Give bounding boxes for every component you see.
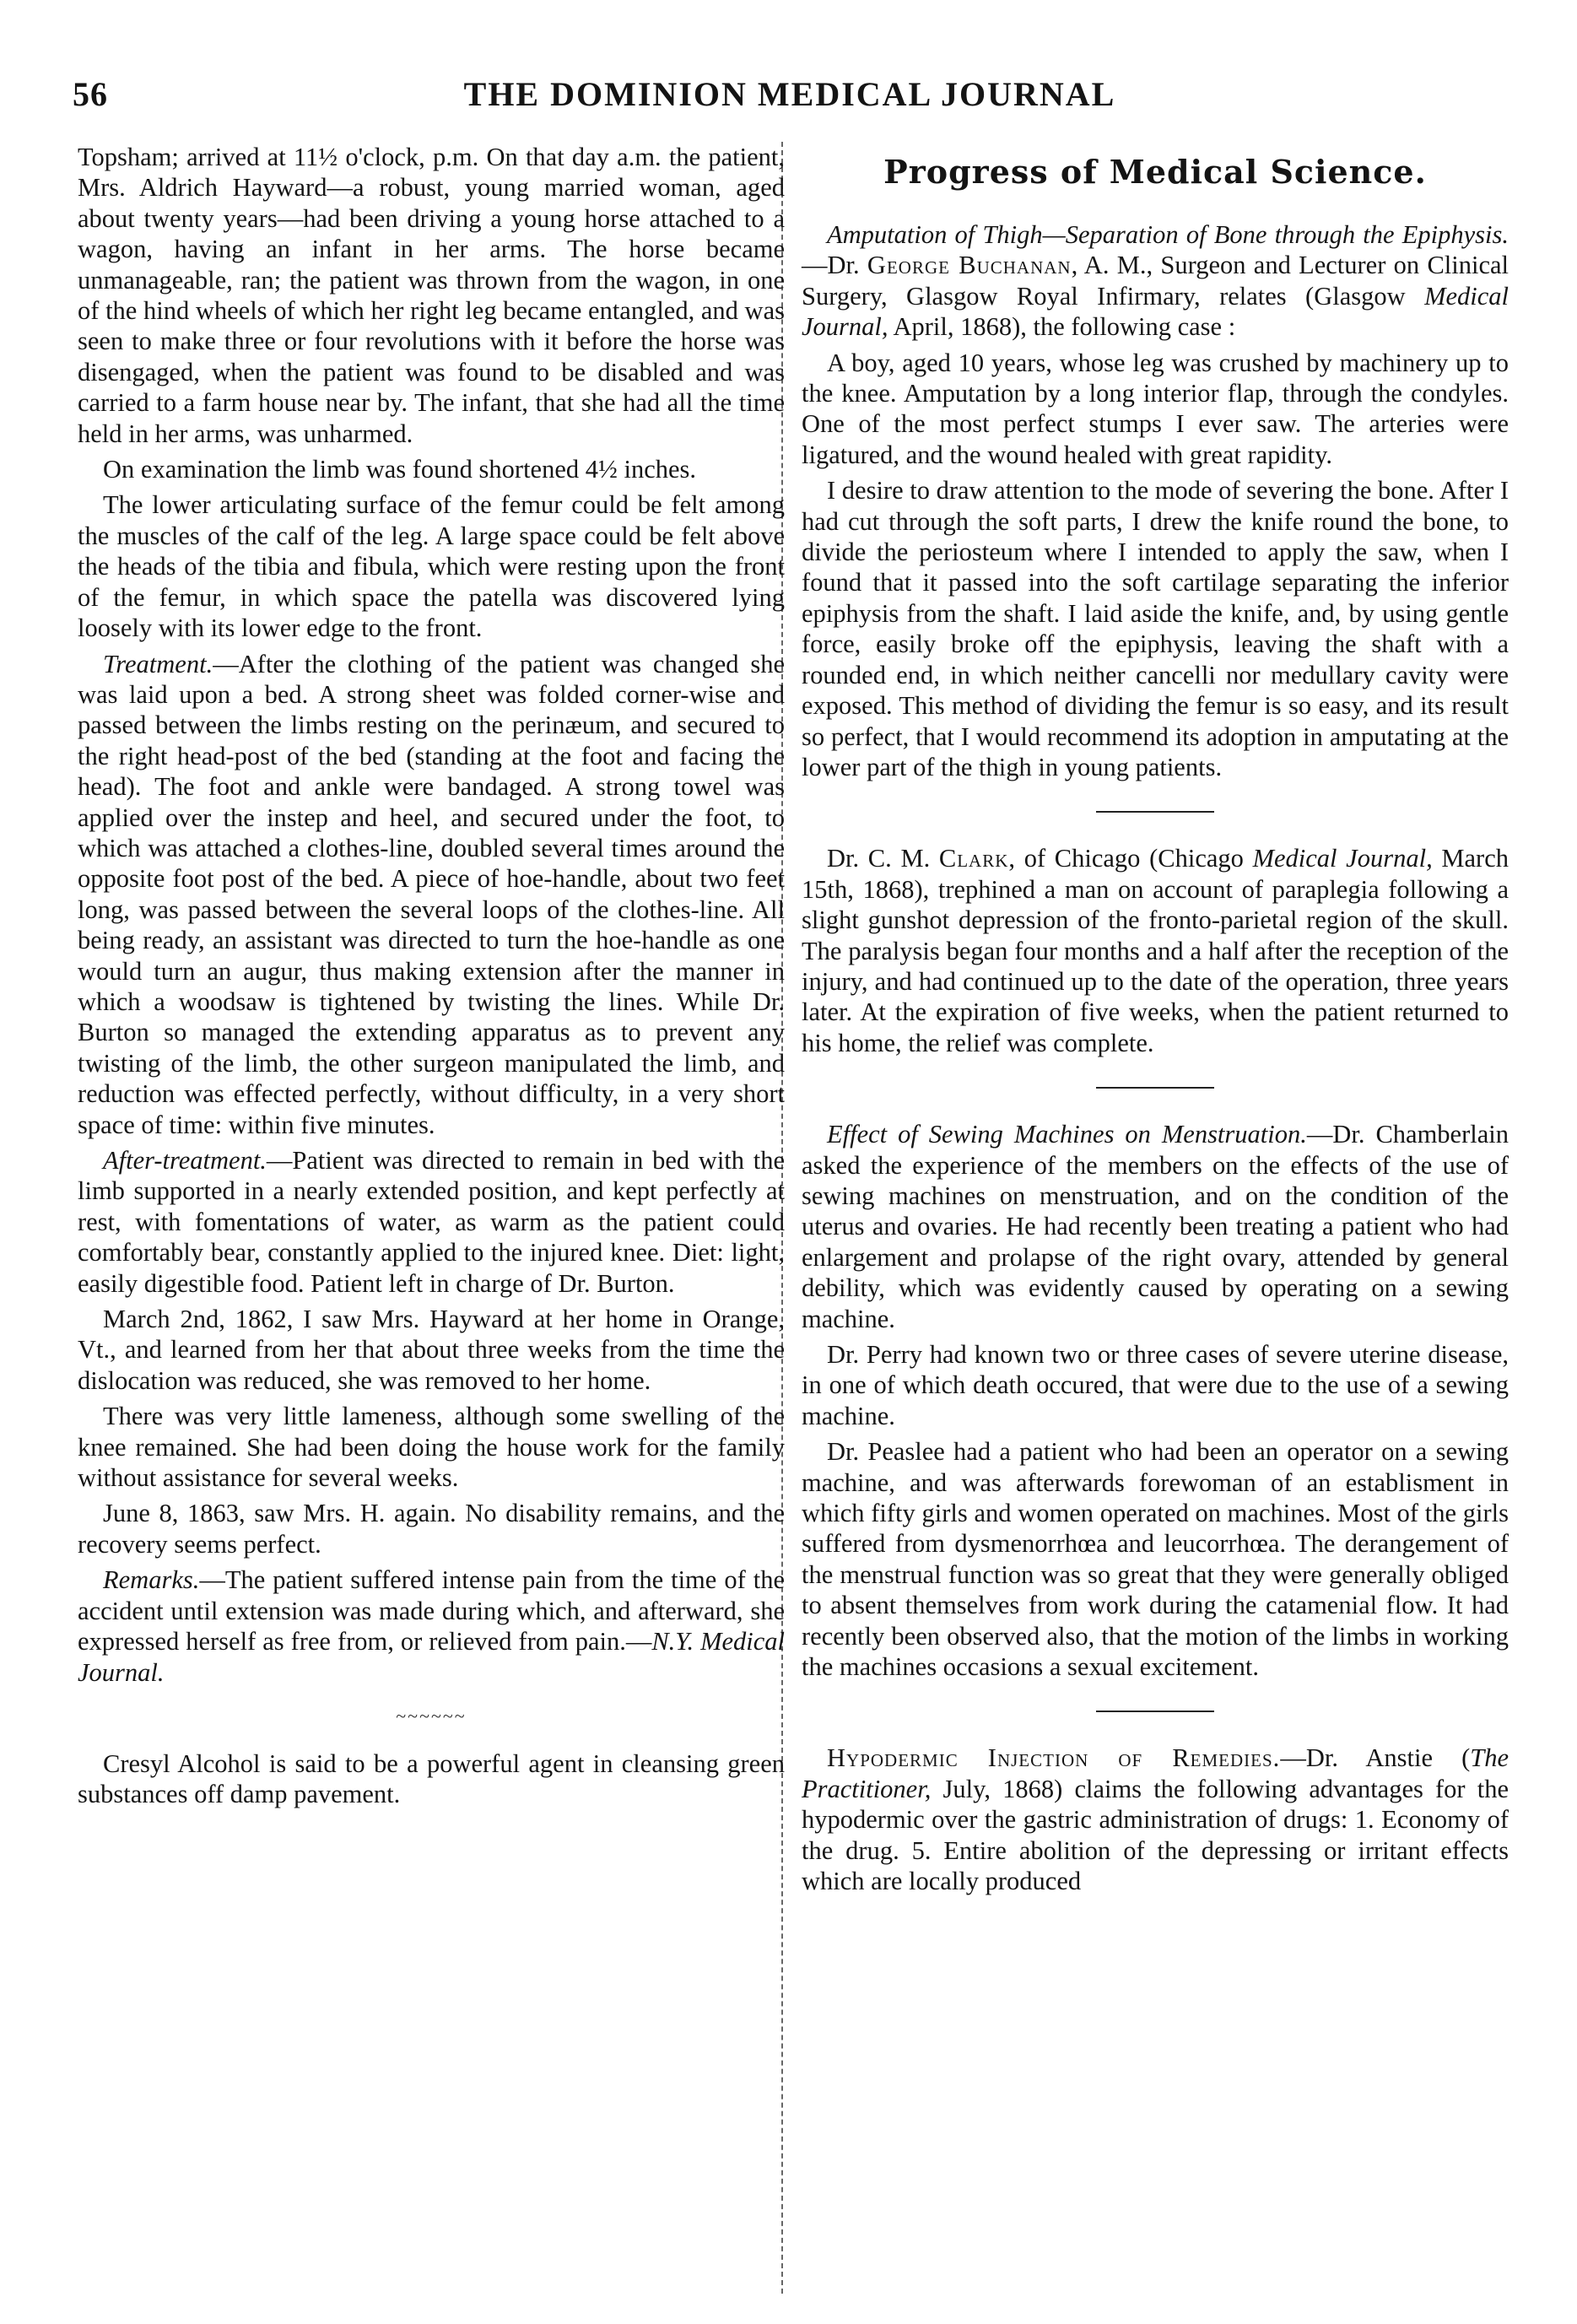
paragraph: There was very little lameness, although some swelling of the knee remained. She had been doing the house work for the family without assistance for several weeks. xyxy=(78,1402,785,1493)
article-separator xyxy=(1096,811,1214,813)
section-title: Progress of Medical Science. xyxy=(883,153,1427,191)
article-title: Hypodermic Injection of Remedies. xyxy=(827,1743,1281,1773)
paragraph: March 2nd, 1862, I saw Mrs. Hayward at her home in Orange, Vt., and learned from her that about three weeks from the time the dislocation was reduced, she was removed to her home. xyxy=(78,1305,785,1395)
paragraph: I desire to draw attention to the mode of severing the bone. After I had cut through the soft parts, I drew the knife round the bone, to divide the periosteum where I intended to apply the saw, when I found that it passed into the soft cartilage separating the inferior epiphysis from the shaft. I laid aside the knife, and, by using gentle force, easily broke off the epiphysis, leaving the shaft with a rounded end, in which neither cancelli nor medullary cavity were exposed. This method of dividing the femur is so easy, and its result so perfect, that I would recommend its adoption in amputating at the lower part of the thigh in young patients. xyxy=(802,476,1509,781)
paragraph-title: Treatment. xyxy=(103,649,213,678)
paragraph xyxy=(78,1145,785,1299)
article-intro xyxy=(802,219,1509,343)
text-run: —Dr. xyxy=(802,251,867,280)
paragraph: A boy, aged 10 years, whose leg was crushed by machinery up to the knee. Amputation by a long interior flap, through the condyles. One of the most perfect stumps I ever saw. The arteries were ligatured, and the wound healed with great rapidity. xyxy=(802,348,1509,469)
paragraph-text: —After the clothing of the patient was changed she was laid upon a bed. A strong sheet was folded corner-wise and passed between the limbs resting on the perinæum, and secured to the right head-post of the bed (standing at the foot and facing the head). The foot and ankle were bandaged. A strong towel was applied over the instep and heel, and secured under the foot, to which was attached a clothes-line, doubled several times around the opposite foot post of the bed. A piece of hoe-handle, about two feet long, was passed between the several loops of the clothes-line. All being ready, an assistant was directed to turn the hoe-handle as one would turn an augur, thus making extension after the manner in which a woodsaw is tightened by twisting the lines. While Dr. Burton so managed the extending apparatus as to prevent any twisting of the limb, the other surgeon manipulated the limb, and reduction was effected perfectly, without difficulty, in a very short space of time: within five minutes. xyxy=(78,649,785,1139)
paragraph xyxy=(802,1119,1509,1334)
article-separator xyxy=(1096,1711,1214,1712)
paragraph-title: Remarks. xyxy=(103,1565,200,1595)
text-run: July, 1868) claims the following advantages for the hypodermic over the gastric administration of drugs: 1. Economy of the drug. 5. Entire abolition of the depressing or irritant effects which are locally produced xyxy=(802,1774,1509,1896)
right-column xyxy=(802,142,1509,1902)
paragraph: June 8, 1863, saw Mrs. H. again. No disability remains, and the recovery seems perfect. xyxy=(78,1499,785,1559)
paragraph: Dr. Peaslee had a patient who had been an operator on a sewing machine, and was afterwards forewoman of an establisment in which fifty girls and women operated on machines. Most of the girls suffered from dysmenorrhœa and leucorrhœa. The derangement of the menstrual function was so great that they were generally obliged to absent themselves from work during the catamenial flow. It had recently been observed also, that the motion of the limbs in working the machines occasions a sexual excitement. xyxy=(802,1437,1509,1682)
paragraph: Cresyl Alcohol is said to be a powerful agent in cleansing green substances off damp pavement. xyxy=(78,1748,785,1809)
journal-name: Medical Journal, xyxy=(1252,844,1433,873)
journal-name: The Practitioner, xyxy=(802,1743,1509,1803)
paragraph-text: —The patient suffered intense pain from the time of the accident until extension was made during which, and afterward, she expressed herself as free from, or relieved from pain.— xyxy=(78,1565,785,1657)
text-run: , A. M., Surgeon and Lecturer on Clinical Surgery, Glasgow Royal Infirmary, relates (Glasgow xyxy=(802,251,1509,311)
journal-name: Medical Journal, xyxy=(802,281,1509,342)
paragraph xyxy=(802,843,1509,1058)
paragraph xyxy=(78,649,785,1141)
paragraph: The lower articulating surface of the femur could be felt among the muscles of the calf of the leg. A large space could be felt above the heads of the tibia and fibula, which were resting upon the front of the femur, in which space the patella was discovered lying loosely with its lower edge to the front. xyxy=(78,490,785,643)
journal-title: THE DOMINION MEDICAL JOURNAL xyxy=(463,75,1116,113)
paragraph: On examination the limb was found shortened 4½ inches. xyxy=(103,455,697,484)
wavy-separator: ~~~~~~ xyxy=(396,1705,467,1727)
left-column xyxy=(78,142,785,1815)
text-run: Dr. C. M. xyxy=(827,844,939,873)
text-run: April, 1868), the following case : xyxy=(888,312,1236,342)
article-title: Amputation of Thigh—Separation of Bone through the Epiphysis. xyxy=(827,220,1509,249)
paragraph: Topsham; arrived at 11½ o'clock, p.m. On that day a.m. the patient, Mrs. Aldrich Hayward—a robust, young married woman, aged about twenty years—had been driving a young horse attached to a wagon, having an infant in her arms. The horse became unmanageable, ran; the patient was thrown from the wagon, in one of the hind wheels of which her right leg became entangled, and was seen to make three or four revolutions with it before the horse was disengaged, when the patient was found to be disabled and was carried to a farm house near by. The infant, that she had all the time held in her arms, was unharmed. xyxy=(78,143,785,448)
author-name: George Buchanan xyxy=(867,251,1072,280)
paragraph-text: —Patient was directed to remain in bed with the limb supported in a nearly extended position, and kept perfectly at rest, with fomentations of water, as warm as the patient could comfortably bear, constantly applied to the injured knee. Diet: light, easily digestible food. Patient left in charge of Dr. Burton. xyxy=(78,1146,785,1298)
source-citation: N.Y. Medical Journal. xyxy=(78,1627,785,1687)
text-run: —Dr. Anstie ( xyxy=(1280,1743,1471,1773)
author-name: Clark xyxy=(938,844,1009,873)
page-number: 56 xyxy=(73,75,108,113)
text-run: March 15th, 1868), trephined a man on account of paraplegia following a slight gunshot depression of the fronto-parietal region of the skull. The paralysis began four months and a half after the reception of the injury, and had continued up to the date of the operation, three years later. At the expiration of five weeks, when the patient returned to his home, the relief was complete. xyxy=(802,844,1509,1057)
paragraph: Dr. Perry had known two or three cases of severe uterine disease, in one of which death occured, that were due to the use of a sewing machine. xyxy=(802,1340,1509,1430)
article-title: Effect of Sewing Machines on Menstruation. xyxy=(827,1120,1307,1149)
article-separator xyxy=(1096,1087,1214,1089)
paragraph-text: —Dr. Chamberlain asked the experience of the members on the effects of the use of sewing machines on menstruation, and on the condition of the uterus and ovaries. He had recently been treating a patient who had enlargement and prolapse of the right ovary, attended by general debility, which was evidently caused by operating on a sewing machine. xyxy=(802,1120,1509,1333)
paragraph-title: After-treatment. xyxy=(103,1146,267,1175)
paragraph xyxy=(78,1565,785,1688)
running-head xyxy=(73,74,1507,125)
paragraph xyxy=(802,1743,1509,1896)
text-run: , of Chicago (Chicago xyxy=(1008,844,1253,873)
